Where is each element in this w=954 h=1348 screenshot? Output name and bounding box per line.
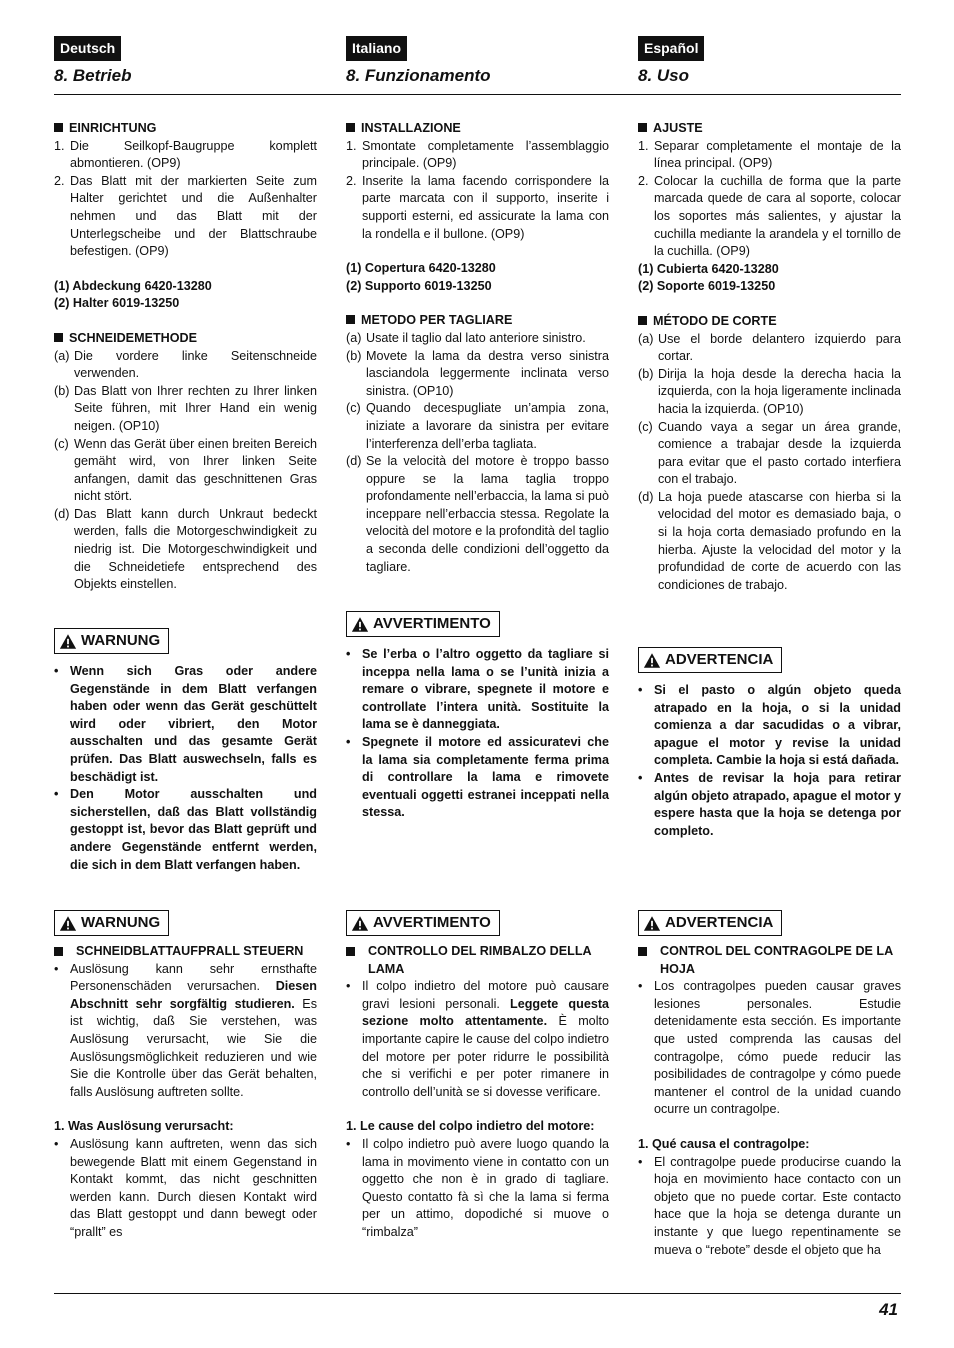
list-item: (b) Das Blatt von Ihrer rechten zu Ihrer linken Seite führen, mit Ihrer Hand ein wenig neigen. (OP10) [54,383,317,433]
warning-label: AVVERTIMENTO [346,611,500,637]
list-item: • Auslösung kann auftreten, wenn das sich bewegende Blatt mit einem Gegenstand in Kontakt kommt, das nicht geschnitten werden kann. Durch diesen Kontakt wird das Blatt gestoppt und dann bewegt oder “prallt” es [54,1137,317,1239]
warning-block [638,647,901,840]
setup-section [54,120,317,594]
subsection-heading: 1. Was Auslösung verursacht: [54,1119,234,1134]
list-item: • Si el pasto o algún objeto queda atrapado en la hoja, o si la unidad comienza a dar sacudidas o a vibrar, apague el motor y revise la unidad completa. Cambie la hoja si está dañada. [638,683,901,768]
list-item: (b) Dirija la hoja desde la derecha hacia la izquierda, con la hoja ligeramente inclinada hacia la izquierda. (OP10) [638,366,901,416]
column-espanol [638,36,901,1257]
square-bullet-icon [54,333,63,342]
setup-section [638,120,901,594]
section-heading: EINRICHTUNG [54,120,317,138]
list-item: • El contragolpe puede producirse cuando la hoja en movimiento hace contacto con un objeto que no puede cortar. Este contacto hace que la hoja se detenga durante un instante y que luego repentinamente se mueva o “rebote” desde el objeto que ha [638,1154,901,1257]
list-item: 1. Die Seilkopf-Baugruppe komplett abmontieren. (OP9) [54,138,317,171]
section-title: 8. Funzionamento [346,66,491,85]
warning-triangle-icon [643,652,661,669]
subsection-heading: 1. Le cause del colpo indietro del motore: [346,1119,595,1134]
list-item: • Se l’erba o l’altro oggetto da tagliare si inceppa nella lama o se l’unità inizia a remare o vibrare, spegnete il motore e controllate l’intera unità. Sostituite la lama se è danneggiata. [346,647,609,732]
list-item: • Wenn sich Gras oder andere Gegenstände in dem Blatt verfangen haben oder wenn das Gerät geschüttelt wird oder vibriert, den Motor ausschalten und das gesamte Gerät prüfen. Das Blatt auswechseln, falls es beschädigt ist. [54,664,317,784]
section-heading: SCHNEIDEMETHODE [54,330,317,348]
page-number: 41 [879,1300,898,1319]
warning-label: ADVERTENCIA [638,647,782,673]
part-label: (1) Abdeckung 6420-13280 [54,278,212,293]
list-item: (a) Usate il taglio dal lato anteriore sinistro. [346,330,586,345]
list-item: • Il colpo indietro del motore può causare gravi lesioni personali. Leggete questa sezione molto attentamente. È molto importante capire le cause del colpo indietro del motore per poter ridurre le possibilità che si verifichi e per poter rimanere in controllo dell’unità se si dovesse verificare. [346,979,610,1099]
warning-label: ADVERTENCIA [638,910,782,936]
kickback-section [346,910,609,1242]
list-item: 1. Separar completamente el montaje de la línea principal. (OP9) [638,138,901,171]
list-item: (c) Quando decespugliate un’ampia zona, iniziate a lavorare da sinistra per evitare l’interferenza dell’erba tagliata. [346,401,609,451]
section-title: 8. Betrieb [54,66,132,85]
list-item: (b) Movete la lama da destra verso sinistra lasciandola leggermente inclinata verso sinistra. (OP10) [346,348,609,398]
language-tag: Italiano [346,36,407,61]
square-bullet-icon [54,123,63,132]
section-heading: AJUSTE [638,120,901,138]
list-item: 1. Smontate completamente l’assemblaggio principale. (OP9) [346,138,609,171]
section-heading: CONTROL DEL CONTRAGOLPE DE LA HOJA [638,943,901,978]
warning-label: WARNUNG [54,628,169,654]
list-item: (d) Se la velocità del motore è troppo basso oppure se la lama taglia troppo profondamente nell’erbaccia, la lama si può inceppare nell’erbaccia stessa. Regolate la velocità del motore e la profondità del taglio a seconda delle condizioni dell’oggetto da tagliare. [346,454,609,574]
list-item: • Il colpo indietro può avere luogo quando la lama in movimento viene in contatto con un oggetto che non è in grado di tagliare. Questo contatto fà sì che la lama si ferma per un attimo, dopodiché si muove o “rimbalza” [346,1137,609,1239]
kickback-section [54,910,317,1242]
part-label: (2) Supporto 6019-13250 [346,278,492,293]
square-bullet-icon [54,947,63,956]
section-title: 8. Uso [638,66,690,85]
warning-triangle-icon [59,915,77,932]
list-item: • Los contragolpes pueden causar graves lesiones personales. Estudie detenidamente esta sección. Es importante que usted comprenda las causas del contragolpe, cómo puede reducir las posibilidades de contragolpe y cómo puede mantener el control de la unidad cuando ocurre un contragolpe. [638,979,901,1117]
warning-triangle-icon [643,915,661,932]
list-item: 2. Inserite la lama facendo corrispondere la parte marcata con il supporto, inserite i supporti esterni, ed assicurate la lama con la rondella e il bullone. (OP9) [346,173,609,241]
setup-section [346,120,609,576]
square-bullet-icon [346,947,355,956]
list-item: (d) La hoja puede atascarse con hierba si la velocidad del motor es demasiado baja, o si la hoja corta demasiado profundo en la hierba. Ajuste la velocidad del motor y la profundidad de corte de acuerdo con las condiciones de trabajo. [638,489,901,592]
warning-block [346,611,609,822]
list-item: 2. Das Blatt mit der markierten Seite zum Halter gerichtet und die Außenhalter nehmen und das Blatt mit der Unterlegscheibe und der Blattschraube befestigen. (OP9) [54,173,317,259]
square-bullet-icon [638,123,647,132]
part-label: (2) Halter 6019-13250 [54,296,180,311]
square-bullet-icon [638,947,647,956]
part-label: (1) Cubierta 6420-13280 [638,261,779,276]
language-tag: Deutsch [54,36,121,61]
part-label: (2) Soporte 6019-13250 [638,279,776,294]
square-bullet-icon [638,316,647,325]
section-heading: INSTALLAZIONE [346,120,609,138]
section-heading: MÉTODO DE CORTE [638,313,901,331]
list-item: • Spegnete il motore ed assicuratevi che la lama sia completamente ferma prima di controllare la lama e rimovete eventuali oggetti estranei inceppati nella stessa. [346,735,609,820]
square-bullet-icon [346,123,355,132]
square-bullet-icon [346,315,355,324]
warning-triangle-icon [351,915,369,932]
header-rule [54,94,901,95]
footer-rule [54,1293,901,1294]
language-tag: Español [638,36,704,61]
warning-triangle-icon [59,633,77,650]
kickback-section [638,910,901,1259]
warning-triangle-icon [351,616,369,633]
warning-block [54,628,317,874]
list-item: (d) Das Blatt kann durch Unkraut bedeckt werden, falls die Motorgeschwindigkeit zu niedrig ist. Die Motorgeschwindigkeit und die Schneidetiefe entsprechend des Objekts einstellen. [54,506,317,592]
column-italiano [346,36,610,1239]
section-heading: SCHNEIDBLATTAUFPRALL STEUERN [54,943,317,961]
section-heading: CONTROLLO DEL RIMBALZO DELLA LAMA [346,943,609,978]
list-item: 2. Colocar la cuchilla de forma que la parte marcada quede de cara al soporte, colocar los soportes más salientes, y ajustar la cuchilla mediante la arandela y el tornillo de la cuchilla. (OP9) [638,173,901,259]
list-item: • Antes de revisar la hoja para retirar algún objeto atrapado, apague el motor y espere hasta que la hoja se detenga por completo. [638,771,901,838]
warning-label: WARNUNG [54,910,169,936]
subsection-heading: 1. Qué causa el contragolpe: [638,1137,810,1152]
list-item: (a) Use el borde delantero izquierdo para cortar. [638,331,901,364]
warning-label: AVVERTIMENTO [346,910,500,936]
section-heading: METODO PER TAGLIARE [346,312,609,330]
list-item: (a) Die vordere linke Seitenschneide verwenden. [54,348,317,381]
list-item: • Den Motor ausschalten und sicherstellen, daß das Blatt vollständig gestoppt ist, bevor das Blatt geprüft und andere Gegenstände entfernt werden, die sich in dem Blatt verfangen haben. [54,787,317,872]
column-deutsch [54,36,318,1239]
list-item: (c) Wenn das Gerät über einen breiten Bereich gemäht wird, von Ihrer linken Seite anfangen, damit das geschnittenen Gras nicht stört. [54,436,317,504]
list-item: • Auslösung kann sehr ernsthafte Personenschäden verursachen. Diesen Abschnitt sehr sorgfältig studieren. Es ist wichtig, daß Sie verstehen, was Auslösung verursacht, wie Sie die Auslösungsmöglichkeit reduzieren und wie Sie die Kontrolle über das Gerät behalten, falls Auslösung auftreten sollte. [54,961,318,1099]
part-label: (1) Copertura 6420-13280 [346,261,496,276]
list-item: (c) Cuando vaya a segar un área grande, comience a trabajar desde la izquierda para evitar que el pasto cortado interfiera con el trabajo. [638,419,901,487]
